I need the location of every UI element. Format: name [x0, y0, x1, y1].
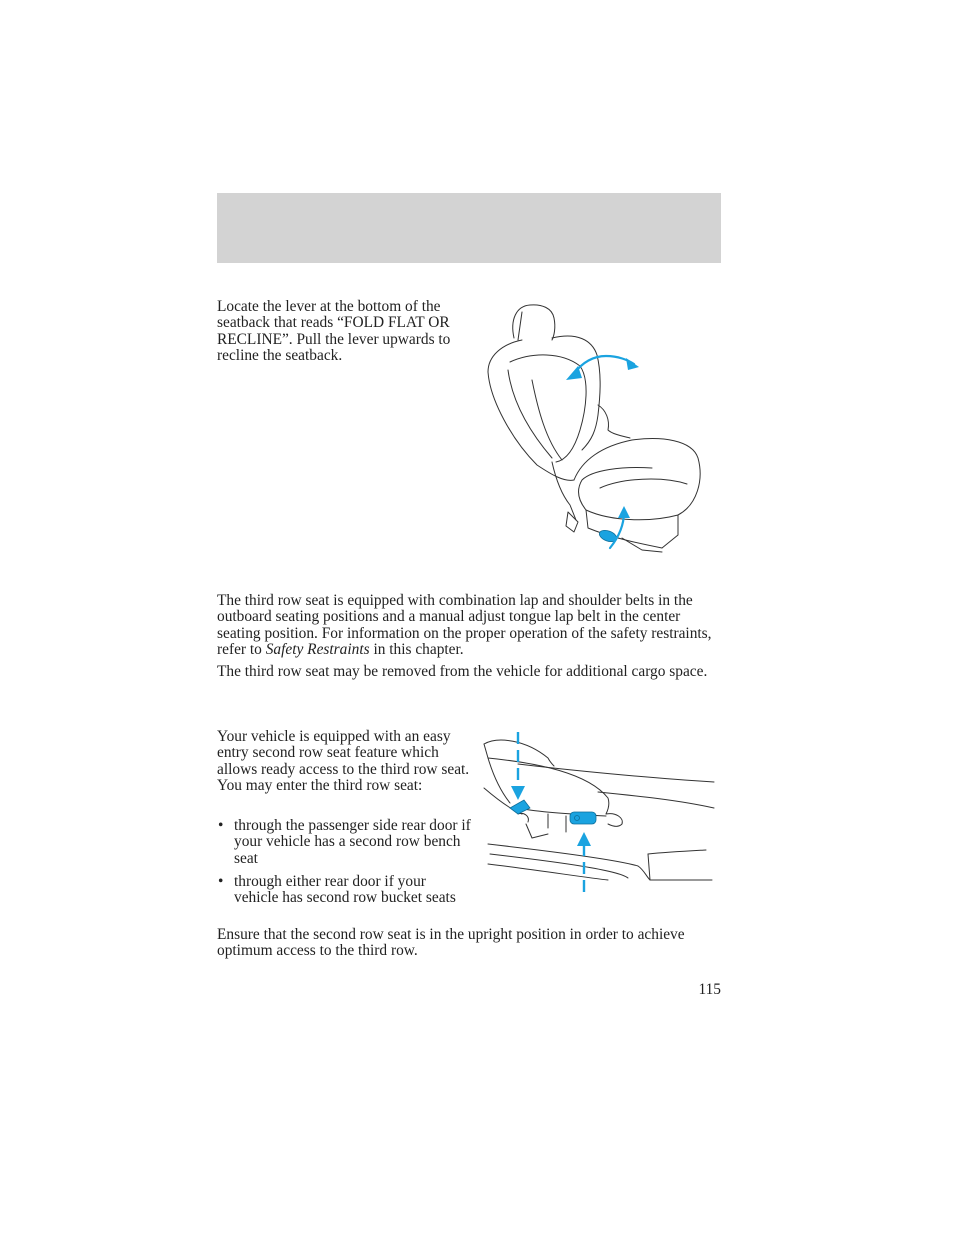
entry-options-list — [217, 818, 472, 913]
list-item — [217, 874, 472, 907]
page-number: 115 — [698, 981, 721, 998]
third-row-belts-paragraph — [217, 593, 721, 658]
bullet-text: through the passenger side rear door if your vehicle has a second row bench seat — [234, 817, 471, 867]
recline-instructions: Locate the lever at the bottom of the seatback that reads “FOLD FLAT OR RECLINE”. Pull the lever upwards to recline the seatback. — [217, 298, 451, 364]
belts-text-end: in this chapter. — [369, 640, 464, 658]
easy-entry-seat-illustration — [478, 728, 718, 898]
upright-position-paragraph: Ensure that the second row seat is in the upright position in order to achieve optimum access to the third row. — [217, 926, 685, 960]
easy-entry-paragraph: Your vehicle is equipped with an easy entry second row seat feature which allows ready access to the third row seat. You may enter the third row seat: — [217, 728, 470, 794]
bullet-symbol: • — [218, 817, 224, 834]
third-row-removal-paragraph: The third row seat may be removed from the vehicle for additional cargo space. — [217, 663, 708, 680]
bullet-symbol: • — [218, 872, 224, 890]
safety-restraints-reference: Safety Restraints — [265, 640, 370, 658]
bullet-text: through either rear door if your vehicle has second row bucket seats — [234, 872, 456, 907]
seat-recline-illustration — [482, 300, 707, 558]
list-item — [217, 818, 472, 867]
section-header-band — [217, 193, 721, 263]
belts-text: The third row seat is equipped with combination lap and shoulder belts in the outboard seating positions and a manual adjust tongue lap belt in the center seating position. For information on the proper operation of the safety restraints, refer to — [217, 592, 712, 658]
